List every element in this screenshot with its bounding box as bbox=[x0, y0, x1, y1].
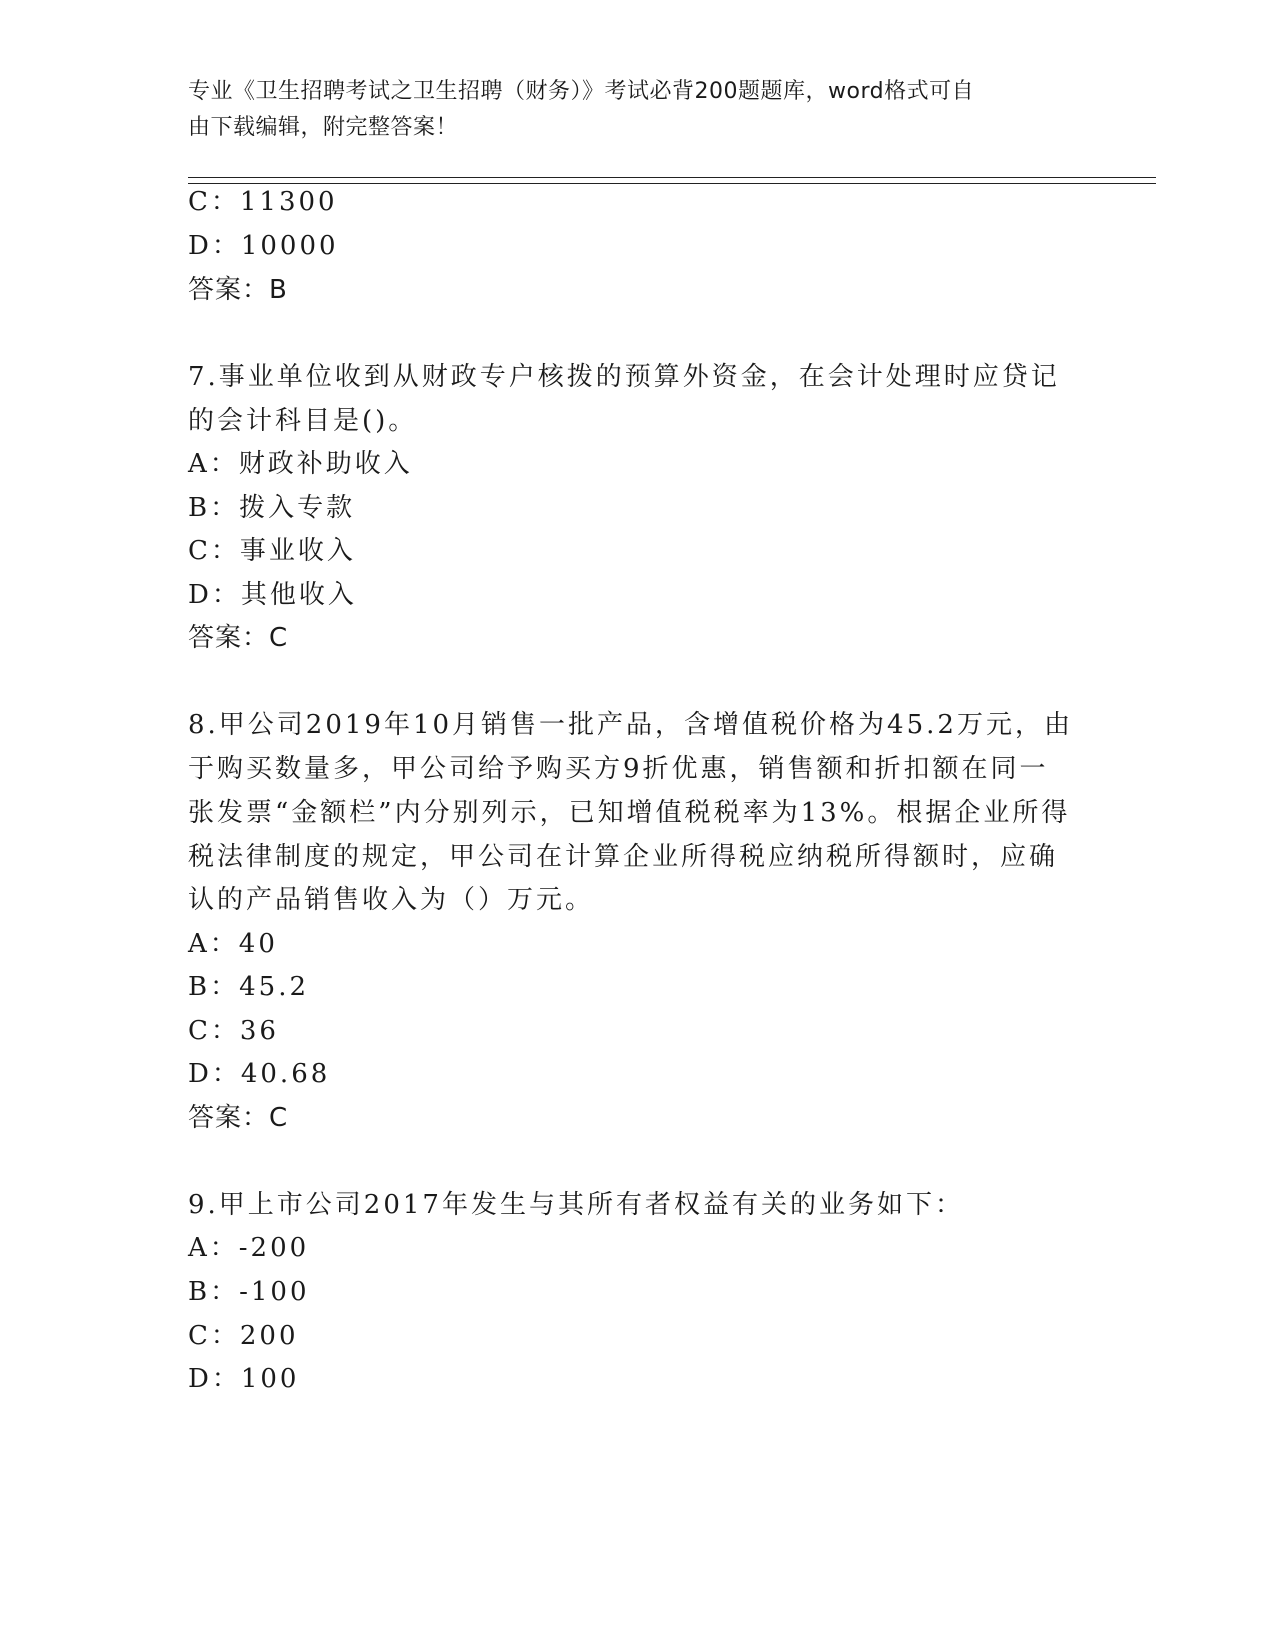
q8-text-line-1: 8.甲公司2019年10月销售一批产品，含增值税价格为45.2万元，由 bbox=[188, 710, 1073, 740]
q8-option-c: C：36 bbox=[188, 1016, 279, 1046]
q7-answer: 答案：C bbox=[188, 623, 289, 653]
q9-option-b: B：-100 bbox=[188, 1277, 310, 1307]
q8-text-line-3: 张发票“金额栏”内分别列示，已知增值税税率为13%。根据企业所得 bbox=[188, 798, 1071, 828]
q9-option-d: D：100 bbox=[188, 1364, 300, 1394]
q9-option-a: A：-200 bbox=[188, 1233, 310, 1263]
q7-option-a: A：财政补助收入 bbox=[188, 449, 413, 479]
q7-text-line-1: 7.事业单位收到从财政专户核拨的预算外资金，在会计处理时应贷记 bbox=[188, 362, 1060, 392]
q7-option-d: D：其他收入 bbox=[188, 580, 357, 610]
q8-text-line-4: 税法律制度的规定，甲公司在计算企业所得税应纳税所得额时，应确 bbox=[188, 842, 1059, 872]
q7-option-b: B：拨入专款 bbox=[188, 493, 356, 523]
q7-text-line-2: 的会计科目是()。 bbox=[188, 406, 418, 436]
q9-option-c: C：200 bbox=[188, 1321, 299, 1351]
header-line-2: 由下载编辑，附完整答案！ bbox=[188, 115, 459, 140]
q8-text-line-5: 认的产品销售收入为（）万元。 bbox=[188, 885, 595, 915]
q7-option-c: C：事业收入 bbox=[188, 536, 356, 566]
header-line-1: 专业《卫生招聘考试之卫生招聘（财务）》考试必背200题题库，word格式可自 bbox=[188, 79, 975, 104]
document-header bbox=[188, 74, 1068, 146]
q8-option-d: D：40.68 bbox=[188, 1059, 331, 1089]
q9-text-line-1: 9.甲上市公司2017年发生与其所有者权益有关的业务如下： bbox=[188, 1190, 964, 1220]
q8-answer: 答案：C bbox=[188, 1103, 289, 1133]
q8-option-b: B：45.2 bbox=[188, 972, 309, 1002]
prev-option-d: D：10000 bbox=[188, 231, 339, 261]
q8-option-a: A：40 bbox=[188, 929, 278, 959]
prev-answer: 答案：B bbox=[188, 275, 288, 305]
prev-option-c: C：11300 bbox=[188, 187, 338, 217]
q8-text-line-2: 于购买数量多，甲公司给予购买方9折优惠，销售额和折扣额在同一 bbox=[188, 754, 1049, 784]
header-divider-top bbox=[188, 177, 1156, 178]
